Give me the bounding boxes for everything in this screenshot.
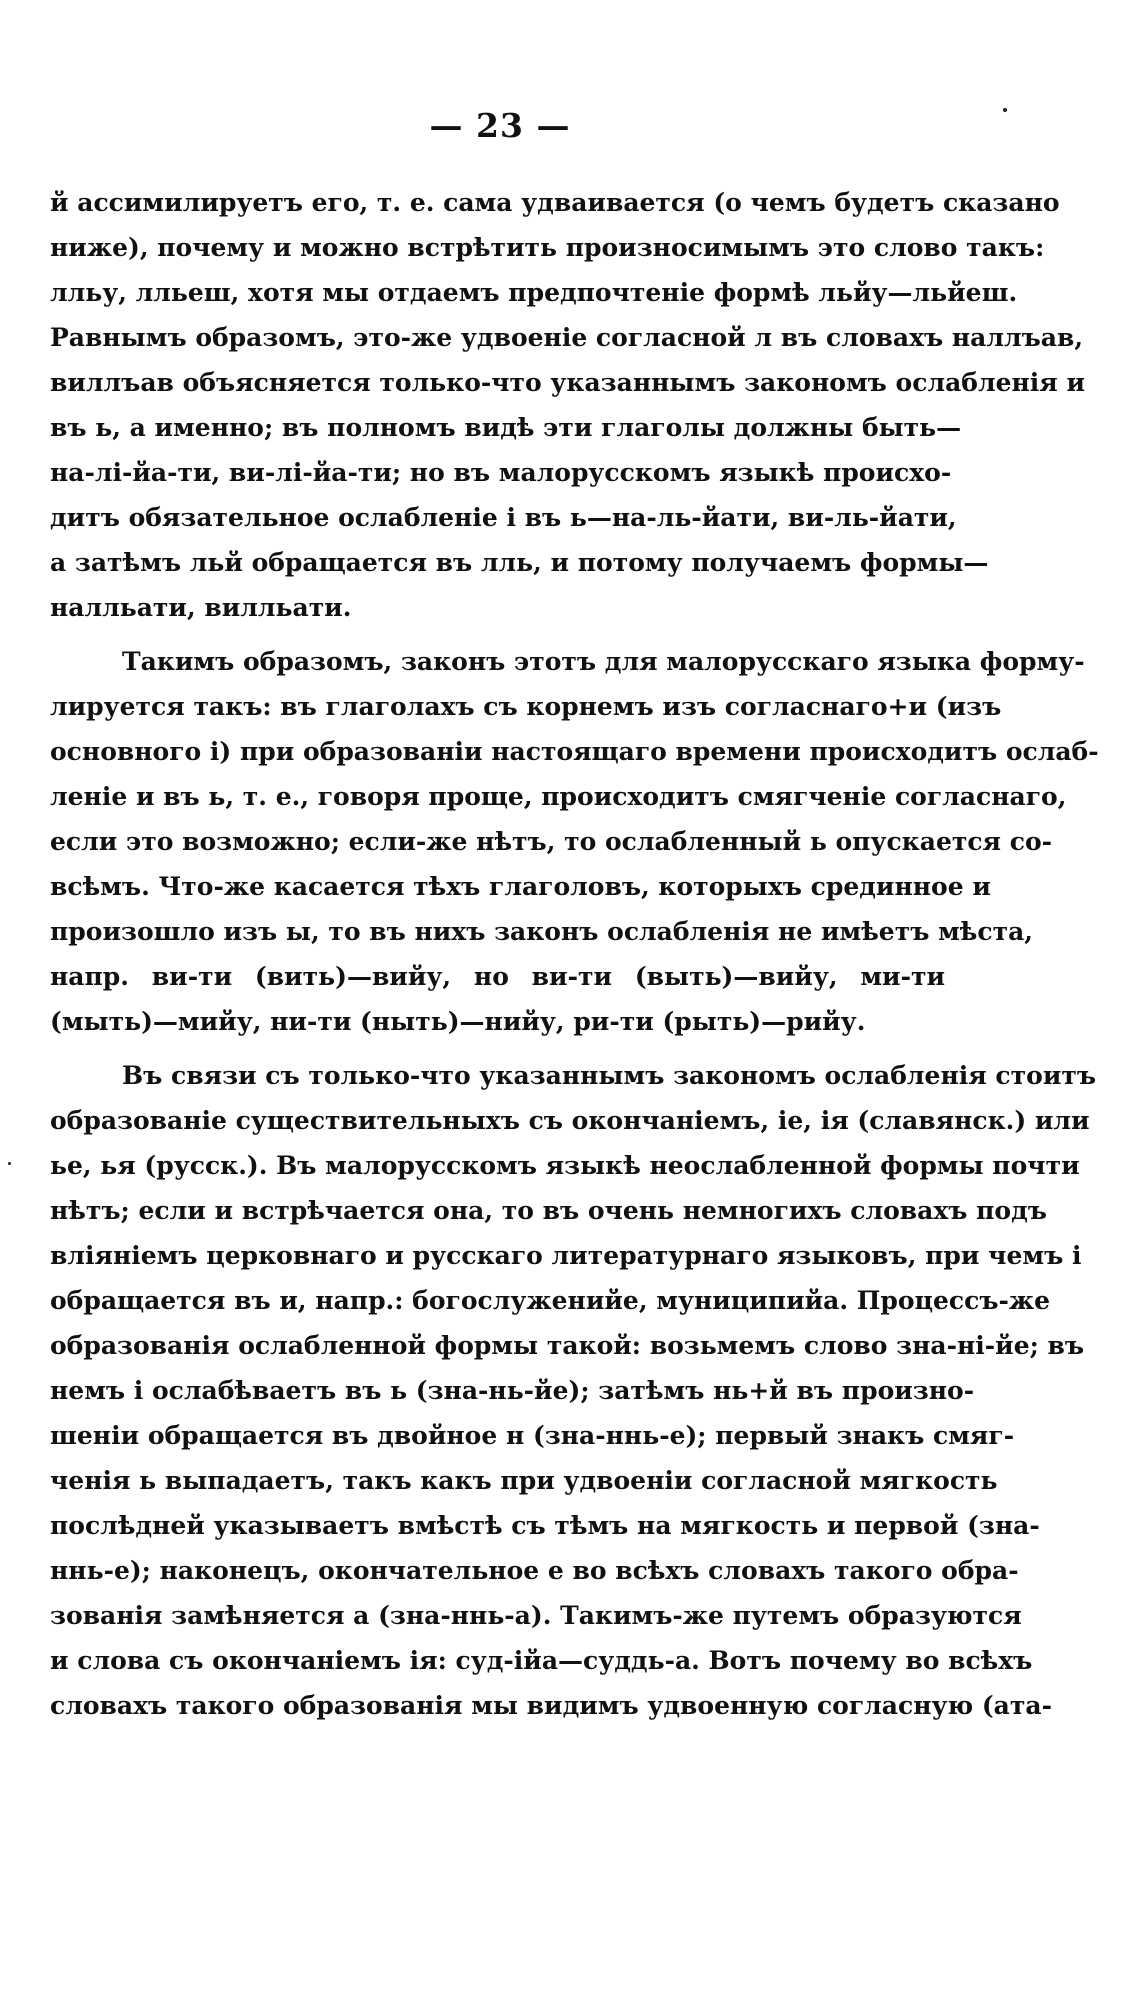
- page-number: — 23 —: [429, 106, 571, 145]
- text-line: й ассимилируетъ его, т. е. сама удваивается (о чемъ будетъ сказано: [50, 188, 1060, 217]
- print-speck: [8, 1162, 11, 1165]
- text-line: и слова съ окончанiемъ iя: суд-iйа—суддь-а. Вотъ почему во всѣхъ: [50, 1646, 1033, 1675]
- text-line: напр. ви-ти (вить)—вийу, но ви-ти (выть)—вийу, ми-ти: [50, 962, 945, 991]
- paragraph: [50, 639, 1099, 1044]
- text-line: всѣмъ. Что-же касается тѣхъ глаголовъ, которыхъ срединное и: [50, 872, 991, 901]
- text-line: лируется такъ: въ глаголахъ съ корнемъ изъ согласнаго+и (изъ: [50, 692, 1002, 721]
- body-text: [50, 180, 1099, 1728]
- text-line: нѣтъ; если и встрѣчается она, то въ очень немногихъ словахъ подъ: [50, 1196, 1047, 1225]
- paragraph: [50, 1053, 1097, 1728]
- text-line: образованiе существительныхъ съ окончанiемъ, iе, iя (славянск.) или: [50, 1106, 1090, 1135]
- text-line: Такимъ образомъ, законъ этотъ для малорусскаго языка форму-: [122, 647, 1085, 676]
- text-line: обращается въ и, напр.: богослуженийе, муниципийа. Процессъ-же: [50, 1286, 1051, 1315]
- text-line: произошло изъ ы, то въ нихъ законъ ослабленiя не имѣетъ мѣста,: [50, 917, 1033, 946]
- text-line: Въ связи съ только-что указаннымъ закономъ ослабленiя стоитъ: [122, 1061, 1097, 1090]
- text-line: словахъ такого образованiя мы видимъ удвоенную согласную (ата-: [50, 1691, 1052, 1720]
- text-line: ье, ья (русск.). Въ малорусскомъ языкѣ неослабленной формы почти: [50, 1151, 1080, 1180]
- text-line: виллъав объясняется только-что указаннымъ закономъ ослабленiя и: [50, 368, 1085, 397]
- text-line: образованiя ослабленной формы такой: возьмемъ слово зна-нi-йе; въ: [50, 1331, 1085, 1360]
- text-line: ченiя ь выпадаетъ, такъ какъ при удвоенiи согласной мягкость: [50, 1466, 998, 1495]
- text-line: если это возможно; если-же нѣтъ, то ослабленный ь опускается со-: [50, 827, 1053, 856]
- text-line: (мыть)—мийу, ни-ти (ныть)—нийу, ри-ти (рыть)—рийу.: [50, 1007, 866, 1036]
- text-line: на-лi-йа-ти, ви-лi-йа-ти; но въ малорусскомъ языкѣ происхо-: [50, 458, 952, 487]
- text-line: влiянiемъ церковнаго и русскаго литературнаго языковъ, при чемъ i: [50, 1241, 1082, 1270]
- text-line: налльати, вилльати.: [50, 593, 352, 622]
- print-speck: [1003, 108, 1007, 112]
- text-line: дитъ обязательное ослабленiе i въ ь—на-ль-йати, ви-ль-йати,: [50, 503, 957, 532]
- text-line: а затѣмъ льй обращается въ лль, и потому получаемъ формы—: [50, 548, 989, 577]
- text-line: немъ i ослабѣваетъ въ ь (зна-нь-йе); затѣмъ нь+й въ произно-: [50, 1376, 975, 1405]
- text-line: въ ь, а именно; въ полномъ видѣ эти глаголы должны быть—: [50, 413, 962, 442]
- text-line: ниже), почему и можно встрѣтить произносимымъ это слово такъ:: [50, 233, 1045, 262]
- paragraph: [50, 180, 1085, 630]
- text-line: основного i) при образованiи настоящаго времени происходитъ ослаб-: [50, 737, 1099, 766]
- text-line: послѣдней указываетъ вмѣстѣ съ тѣмъ на мягкость и первой (зна-: [50, 1511, 1040, 1540]
- text-line: ленiе и въ ь, т. е., говоря проще, происходитъ смягченiе согласнаго,: [50, 782, 1067, 811]
- text-line: шенiи обращается въ двойное н (зна-ннь-е); первый знакъ смяг-: [50, 1421, 1015, 1450]
- text-line: Равнымъ образомъ, это-же удвоенiе согласной л въ словахъ наллъав,: [50, 323, 1084, 352]
- text-line: зованiя замѣняется а (зна-ннь-а). Такимъ-же путемъ образуются: [50, 1601, 1022, 1630]
- text-line: лльу, лльеш, хотя мы отдаемъ предпочтенiе формѣ льйу—льйеш.: [50, 278, 1018, 307]
- text-line: ннь-е); наконецъ, окончательное е во всѣхъ словахъ такого обра-: [50, 1556, 1019, 1585]
